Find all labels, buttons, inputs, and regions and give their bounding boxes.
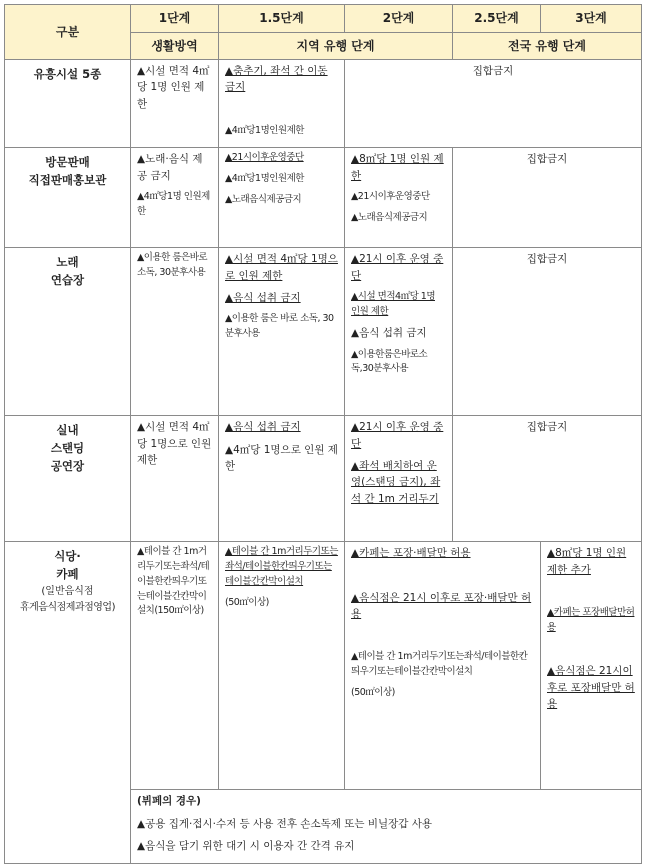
r5-s225-note: (50㎡이상) (351, 686, 395, 698)
header-stage-3: 3단계 (541, 5, 642, 33)
r1-s15-item: ▲춤추기, 좌석 간 이동 금지 (225, 65, 328, 94)
r1-s15-item: ▲4㎡당1명인원제한 (225, 124, 304, 136)
row-name-line: 스탠딩 (50, 441, 85, 456)
row-name-line: 카페 (56, 567, 79, 582)
r1-rest: 집합금지 (345, 60, 642, 148)
row-name-line: 실내 (56, 423, 79, 438)
r3-stage2 (345, 248, 453, 416)
r3-stage15 (219, 248, 345, 416)
r2-s15-item: ▲노래음식제공금지 (225, 193, 302, 205)
header-stage-1: 1단계 (131, 5, 219, 33)
r2-s15-item: ▲21시이후운영중단 (225, 152, 304, 164)
r4-s15-item: ▲음식 섭취 금지 (225, 421, 301, 434)
r2-stage15 (219, 148, 345, 248)
r5-s3-item: ▲카페는 포장배달만허용 (547, 606, 635, 633)
r3-stage1: ▲이용한 룸은바로소독, 30분후사용 (131, 248, 219, 416)
header-category: 구분 (5, 5, 131, 60)
r1-stage1: ▲시설 면적 4㎡당 1명 인원 제한 (131, 60, 219, 148)
r2-s1-item: ▲4㎡당1명 인원제한 (137, 190, 210, 217)
r4-rest: 집합금지 (453, 416, 642, 542)
row-name-line: 방문판매 (45, 155, 90, 170)
r2-s1-item: ▲노래·음식 제공 금지 (137, 153, 203, 182)
r3-s2-item: ▲음식 섭취 금지 (351, 327, 427, 340)
r2-rest: 집합금지 (453, 148, 642, 248)
distancing-table (4, 4, 642, 864)
r5-s225-item: ▲음식점은 21시 이후로 포장·배달만 허용 (351, 591, 532, 620)
r4-stage1: ▲시설 면적 4㎡당 1명으로 인원 제한 (131, 416, 219, 542)
r5-stage1: ▲테이블 간 1m거리두기또는좌석/테이블한칸띄우기또는테이블간칸막이설치(150㎡이상) (131, 542, 219, 790)
row-karaoke (5, 248, 131, 416)
r1-stage15 (219, 60, 345, 148)
buffet-title: (뷔페의 경우) (137, 795, 201, 808)
header-sub-regional: 지역 유행 단계 (219, 32, 453, 60)
r3-s2-item: ▲21시 이후 운영 중단 (351, 253, 444, 282)
row-door-sales (5, 148, 131, 248)
r3-s15-item: ▲음식 섭취 금지 (225, 291, 301, 304)
header-stage-2-5: 2.5단계 (453, 5, 541, 33)
row-name-line: 직접판매홍보관 (28, 173, 107, 188)
row-name-line: 공연장 (50, 459, 85, 474)
r3-s15-item: ▲시설 면적 4㎡당 1명으로 인원 제한 (225, 253, 338, 282)
r5-s225-item: ▲테이블 간 1m거리두기또는좌석/테이블한칸띄우기또는테이블간칸막이설치 (351, 651, 528, 677)
r2-stage2 (345, 148, 453, 248)
row-name-line: 휴게음식점제과점영업) (19, 601, 115, 613)
row-name-line: 식당· (54, 549, 81, 564)
r5-stage3 (541, 542, 642, 790)
r5-s15-note: (50㎡이상) (225, 596, 269, 608)
r3-rest: 집합금지 (453, 248, 642, 416)
header-stage-1-5: 1.5단계 (219, 5, 345, 33)
r5-s225-item: ▲카페는 포장·배달만 허용 (351, 547, 471, 560)
row-name-line: (일반음식점 (41, 586, 94, 598)
row-name-line: 노래 (56, 255, 79, 270)
r2-s2-item: ▲21시이후운영중단 (351, 190, 430, 202)
r2-s2-item: ▲8㎡당 1명 인원 제한 (351, 153, 444, 182)
row-entertainment: 유흥시설 5종 (5, 60, 131, 148)
r4-stage15 (219, 416, 345, 542)
r3-s2-item: ▲이용한룸은바로소독,30분후사용 (351, 348, 428, 375)
header-stage-2: 2단계 (345, 5, 453, 33)
buffet-item: ▲공용 집게·접시·수저 등 사용 전후 손소독제 또는 비닐장갑 사용 (137, 817, 433, 830)
r4-stage2 (345, 416, 453, 542)
header-sub-national: 전국 유행 단계 (453, 32, 642, 60)
row-standing-venue (5, 416, 131, 542)
r5-s3-item: ▲음식점은 21시이후로 포장배달만 허용 (547, 665, 635, 710)
r5-stage15 (219, 542, 345, 790)
r4-s15-item: ▲4㎡당 1명으로 인원 제한 (225, 443, 338, 472)
buffet-item: ▲음식을 담기 위한 대기 시 이용자 간 간격 유지 (137, 839, 355, 852)
header-sub-daily: 생활방역 (131, 32, 219, 60)
r4-s2-item: ▲좌석 배치하여 운영(스탠딩 금지), 좌석 간 1m 거리두기 (351, 459, 441, 505)
r4-s2-item: ▲21시 이후 운영 중단 (351, 421, 444, 450)
buffet-note (131, 790, 642, 864)
r2-stage1 (131, 148, 219, 248)
r5-s3-item: ▲8㎡당 1명 인원 제한 추가 (547, 547, 627, 576)
r5-stage2-25 (345, 542, 541, 790)
r3-s15-item: ▲이용한 룸은 바로 소독, 30분후사용 (225, 313, 334, 339)
r2-s15-item: ▲4㎡당1명인원제한 (225, 173, 304, 185)
r5-s15-item: ▲테이블 간 1m거리두기또는좌석/테이블한칸띄우기또는테이블간칸막이설치 (225, 546, 338, 587)
r2-s2-item: ▲노래음식제공금지 (351, 211, 428, 223)
row-restaurant-cafe (5, 542, 131, 864)
r3-s2-item: ▲시설 면적4㎡당 1명 인원 제한 (351, 290, 435, 317)
row-name-line: 연습장 (50, 273, 85, 288)
